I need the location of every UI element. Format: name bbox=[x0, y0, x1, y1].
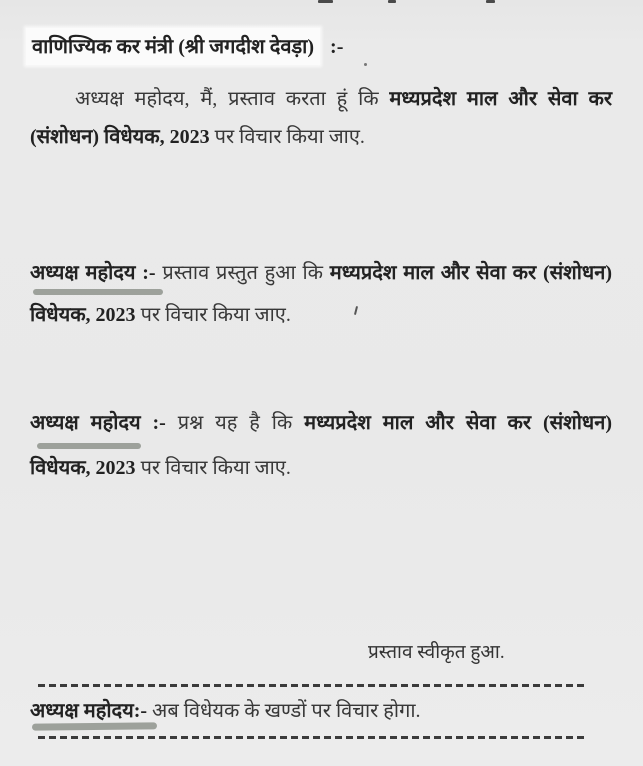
scan-artifact bbox=[318, 0, 333, 3]
speaker-question-line1 bbox=[30, 408, 612, 438]
speaker-question-line2 bbox=[30, 453, 612, 483]
bill-title-bold: मध्यप्रदेश माल और सेवा कर bbox=[389, 88, 612, 110]
motion-text-regular: पर विचार किया जाए. bbox=[209, 126, 365, 148]
bill-title-bold: (संशोधन) विधेयक, 2023 bbox=[30, 126, 210, 148]
minister-heading bbox=[26, 28, 343, 65]
speaker-name: अध्यक्ष महोदय bbox=[30, 262, 136, 284]
footer-text-regular: अब विधेयक के खण्डों पर विचार होगा. bbox=[147, 700, 421, 722]
dashed-separator bbox=[38, 736, 588, 739]
motion-text-regular: अध्यक्ष महोदय, मैं, प्रस्ताव करता हूं कि bbox=[75, 88, 390, 110]
speaker-colon: :- bbox=[135, 262, 163, 284]
bill-title-bold: मध्यप्रदेश माल और सेवा कर (संशोधन) bbox=[329, 262, 612, 284]
question-text-regular: प्रश्न यह है कि bbox=[177, 412, 305, 434]
motion-adopted-text: प्रस्ताव स्वीकृत हुआ. bbox=[368, 642, 505, 663]
marker-underline bbox=[32, 722, 157, 730]
scan-artifact bbox=[486, 0, 495, 3]
marker-underline bbox=[33, 289, 163, 295]
proposed-text-regular: पर विचार किया जाए. bbox=[135, 304, 291, 326]
speaker-name: अध्यक्ष महोदय:- bbox=[30, 700, 148, 722]
speaker-colon: :- bbox=[140, 412, 178, 434]
marker-underline bbox=[37, 443, 141, 449]
speaker-name: अध्यक्ष महोदय bbox=[30, 412, 141, 434]
question-text-regular: पर विचार किया जाए. bbox=[135, 457, 291, 479]
minister-heading-suffix: :- bbox=[330, 36, 344, 58]
scan-artifact bbox=[388, 0, 396, 3]
dashed-separator bbox=[38, 684, 588, 687]
bill-title-bold: विधेयक, 2023 bbox=[30, 304, 136, 326]
speaker-proposed-line1 bbox=[30, 258, 612, 288]
bill-title-bold: विधेयक, 2023 bbox=[30, 457, 136, 479]
footer-speaker-line bbox=[30, 696, 612, 726]
proposed-text-regular: प्रस्ताव प्रस्तुत हुआ कि bbox=[162, 262, 330, 284]
speaker-proposed-line2 bbox=[30, 300, 612, 330]
motion-paragraph-line1 bbox=[30, 84, 612, 114]
motion-paragraph-line2 bbox=[30, 122, 612, 152]
bill-title-bold: मध्यप्रदेश माल और सेवा कर (संशोधन) bbox=[304, 412, 612, 434]
scan-artifact bbox=[364, 63, 367, 66]
minister-heading-highlight: वाणिज्यिक कर मंत्री (श्री जगदीश देवड़ा) bbox=[26, 28, 320, 65]
